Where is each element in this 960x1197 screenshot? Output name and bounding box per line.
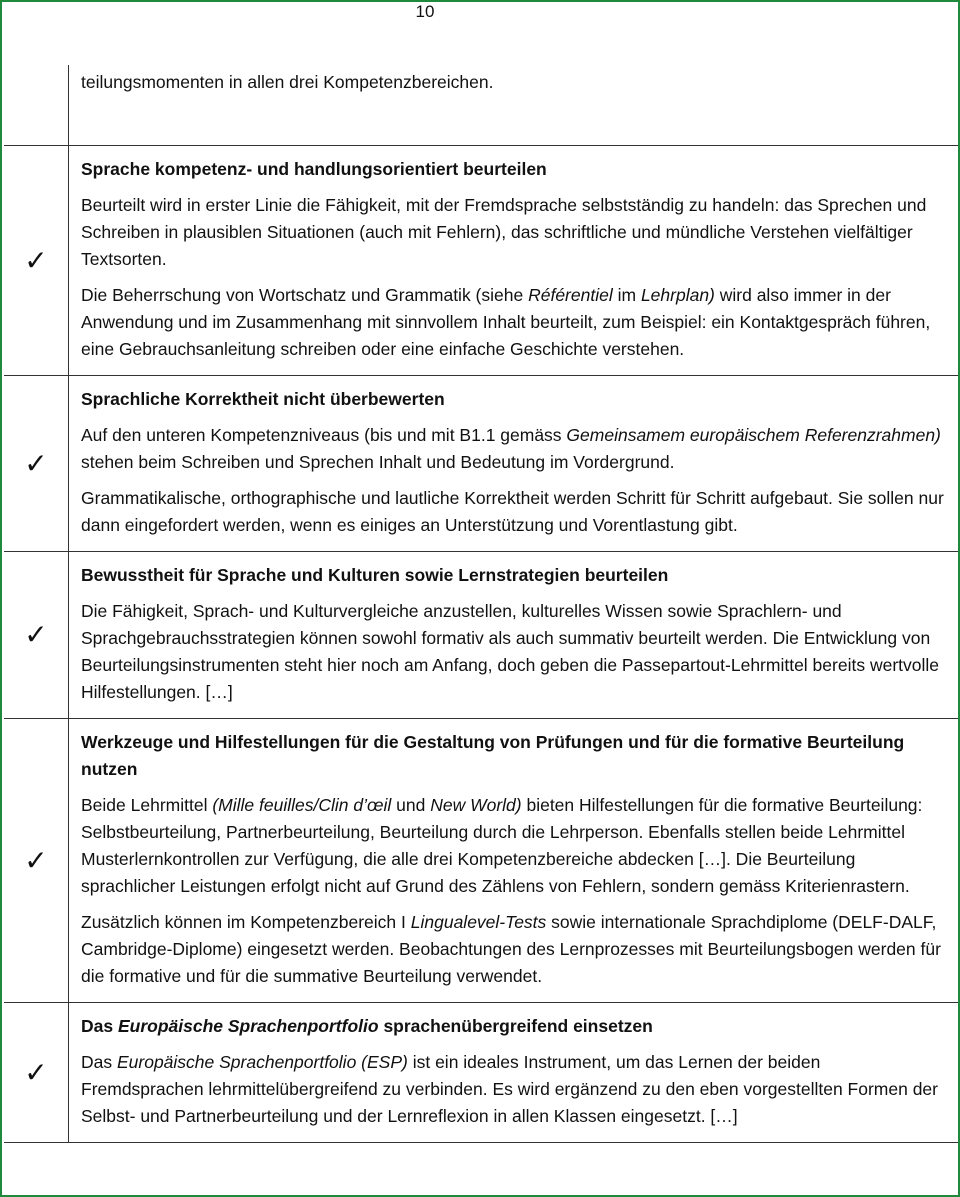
text-run: Sprachliche Korrektheit nicht überbewerten [81,389,445,409]
criterion-paragraph [81,282,946,363]
check-cell [4,1003,69,1143]
text-run: Werkzeuge und Hilfestellungen für die Gestaltung von Prüfungen und für die formative Beurteilung nutzen [81,732,905,779]
continuation-text: teilungsmomenten in allen drei Kompetenzbereichen. [81,72,494,92]
italic-run: (Mille feuilles/Clin d’œil [212,795,392,815]
text-cell [69,146,960,376]
text-cell [69,65,960,146]
criteria-table [4,65,960,1143]
italic-run: New World) [430,795,522,815]
criterion-paragraph [81,792,946,900]
text-cell [69,376,960,552]
criteria-table-body [4,65,960,1143]
checkmark-icon: ✓ [24,1055,48,1089]
text-run: Beide Lehrmittel [81,795,213,815]
text-run: sprachenübergreifend einsetzen [378,1016,653,1036]
criterion-paragraph [81,422,946,476]
text-run: Sprache kompetenz- und handlungsorientiert beurteilen [81,159,547,179]
text-cell [69,1003,960,1143]
text-run: Das [81,1052,117,1072]
text-run: sowie internationale Sprachdiplome (DELF-DALF, Cambridge-Diplome) eingesetzt werden. Beobachtungen des Lernprozesses mit Beurteilungsbogen werden für die formative und für die summative Beurteilung verwendet. [81,912,941,986]
text-run: Die Beherrschung von Wortschatz und Grammatik (siehe [81,285,529,305]
text-run: im [612,285,641,305]
italic-run: Europäische Sprachenportfolio (ESP) [116,1052,408,1072]
criterion-title [81,729,946,783]
italic-run: Lehrplan) [640,285,715,305]
table-row-continuation [4,65,960,146]
text-run: Auf den unteren Kompetenzniveaus (bis und mit B1.1 gemäss [81,425,567,445]
italic-run: Gemeinsamem europäischem Referenzrahmen) [566,425,941,445]
check-cell [4,552,69,719]
text-run: Das [81,1016,118,1036]
text-run: wird also immer in der Anwendung und im Zusammenhang mit sinnvollem Inhalt beurteilt, zum Beispiel: ein Kontaktgespräch führen, eine Gebrauchsanleitung schreiben oder eine einfache Geschichte verstehen. [81,285,931,359]
text-run: Zusätzlich können im Kompetenzbereich I [81,912,411,932]
check-cell [4,376,69,552]
table-row-criterion [4,719,960,1003]
italic-run: Europäische Sprachenportfolio [117,1016,379,1036]
text-run: Beurteilt wird in erster Linie die Fähigkeit, mit der Fremdsprache selbstständig zu handeln: das Sprechen und Schreiben in plausiblen Situationen (auch mit Fehlern), das schriftliche und mündliche Verstehen vielfältiger Textsorten. [81,195,927,269]
text-run: ist ein ideales Instrument, um das Lernen der beiden Fremdsprachen lehrmittelübergreifend zu verbinden. Es wird ergänzend zu den eben vorgestellten Formen der Selbst- und Partnerbeurteilung und der Lernreflexion in allen Klassen eingesetzt. […] [81,1052,938,1126]
text-run: Bewusstheit für Sprache und Kulturen sowie Lernstrategien beurteilen [81,565,669,585]
criterion-paragraph [81,909,946,990]
italic-run: Référentiel [528,285,613,305]
text-run: Die Fähigkeit, Sprach- und Kulturvergleiche anzustellen, kulturelles Wissen sowie Sprachlern- und Sprachgebrauchsstrategien können sowohl formativ als auch summativ beurteilt werden. Die Entwicklung von Beurteilungsinstrumenten steht hier noch am Anfang, doch geben die Passepartout-Lehrmittel bereits wertvolle Hilfestellungen. […] [81,601,939,702]
criterion-paragraph [81,485,946,539]
criterion-title [81,1013,946,1040]
checkmark-icon: ✓ [24,243,48,277]
text-cell [69,719,960,1003]
criterion-title [81,156,946,183]
criterion-paragraph [81,192,946,273]
table-row-criterion [4,1003,960,1143]
text-run: stehen beim Schreiben und Sprechen Inhalt und Bedeutung im Vordergrund. [81,452,675,472]
check-cell [4,719,69,1003]
text-run: Grammatikalische, orthographische und lautliche Korrektheit werden Schritt für Schritt aufgebaut. Sie sollen nur dann eingefordert werden, wenn es einiges an Unterstützung und Vorentlastung gibt. [81,488,944,535]
table-row-criterion [4,376,960,552]
page-number: 10 [415,2,435,21]
text-run: und [391,795,431,815]
table-row-criterion [4,552,960,719]
criterion-title [81,386,946,413]
checkmark-icon: ✓ [24,446,48,480]
table-row-criterion [4,146,960,376]
checkmark-icon: ✓ [24,843,48,877]
check-cell [4,146,69,376]
criterion-title [81,562,946,589]
checkmark-icon: ✓ [24,618,48,651]
criterion-paragraph [81,598,946,706]
text-cell [69,552,960,719]
text-run: bieten Hilfestellungen für die formative Beurteilung: Selbstbeurteilung, Partnerbeurteilung, Beurteilung durch die Lehrperson. Ebenfalls stellen beide Lehrmittel Musterlernkontrollen zur Verfügung, die alle drei Kompetenzbereiche abdecken […]. Die Beurteilung sprachlicher Leistungen erfolgt nicht auf Grund des Zählens von Fehlern, sondern gemäss Kriterienrastern. [81,795,923,896]
criterion-paragraph [81,1049,946,1130]
check-cell-empty [4,65,69,146]
italic-run: Lingualevel-Tests [410,912,547,932]
